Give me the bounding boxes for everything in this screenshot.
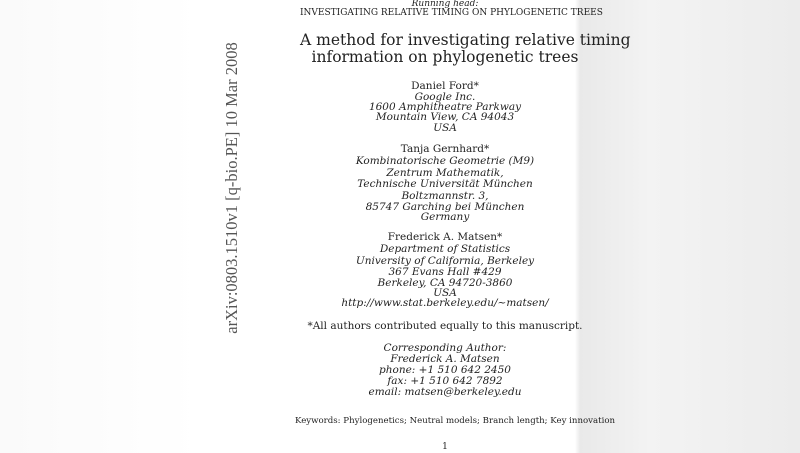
title-line-1: A method for investigating relative timing	[300, 31, 631, 49]
corresponding-phone: phone: +1 510 642 2450	[379, 364, 511, 376]
affiliation-line: Kombinatorische Geometrie (M9)	[355, 155, 535, 167]
corresponding-label: Corresponding Author:	[383, 342, 507, 354]
affiliation-line: Google Inc.	[414, 91, 476, 103]
affiliation-line: Department of Statistics	[379, 243, 511, 255]
affiliation-line: Zentrum Mathematik,	[386, 167, 504, 179]
affiliation-line: University of California, Berkeley	[355, 255, 535, 267]
running-head: INVESTIGATING RELATIVE TIMING ON PHYLOGENETIC TREES	[300, 8, 603, 18]
affiliation-line: Mountain View, CA 94043	[375, 111, 515, 123]
corresponding-fax: fax: +1 510 642 7892	[387, 375, 503, 387]
running-head-label: Running head:	[411, 0, 479, 9]
affiliation-line: Boltzmannstr. 3,	[401, 190, 489, 202]
affiliation-line: 1600 Amphitheatre Parkway	[368, 101, 522, 113]
affiliation-line: 367 Evans Hall #429	[388, 266, 502, 278]
keywords: Keywords: Phylogenetics; Neutral models; Branch length; Key innovation	[295, 416, 616, 426]
affiliation-line: Berkeley, CA 94720-3860	[377, 277, 513, 289]
affiliation-line: Germany	[420, 211, 470, 223]
footnote: *All authors contributed equally to this manuscript.	[307, 320, 583, 332]
corresponding-email: email: matsen@berkeley.edu	[368, 386, 522, 398]
page-number: 1	[442, 442, 448, 452]
affiliation-line: 85747 Garching bei München	[365, 201, 525, 213]
author-url-link[interactable]: http://www.stat.berkeley.edu/~matsen/	[341, 297, 549, 309]
author-name: Daniel Ford*	[411, 80, 479, 92]
affiliation-line: USA	[433, 122, 457, 134]
affiliation-line: Technische Universität München	[357, 178, 533, 190]
corresponding-name: Frederick A. Matsen	[390, 353, 500, 365]
author-name: Tanja Gernhard*	[400, 143, 490, 155]
affiliation-line: USA	[433, 287, 457, 299]
author-name: Frederick A. Matsen*	[387, 231, 503, 243]
arxiv-stamp: arXiv:0803.1510v1 [q-bio.PE] 10 Mar 2008	[222, 42, 241, 334]
title-line-2: information on phylogenetic trees	[311, 48, 579, 66]
